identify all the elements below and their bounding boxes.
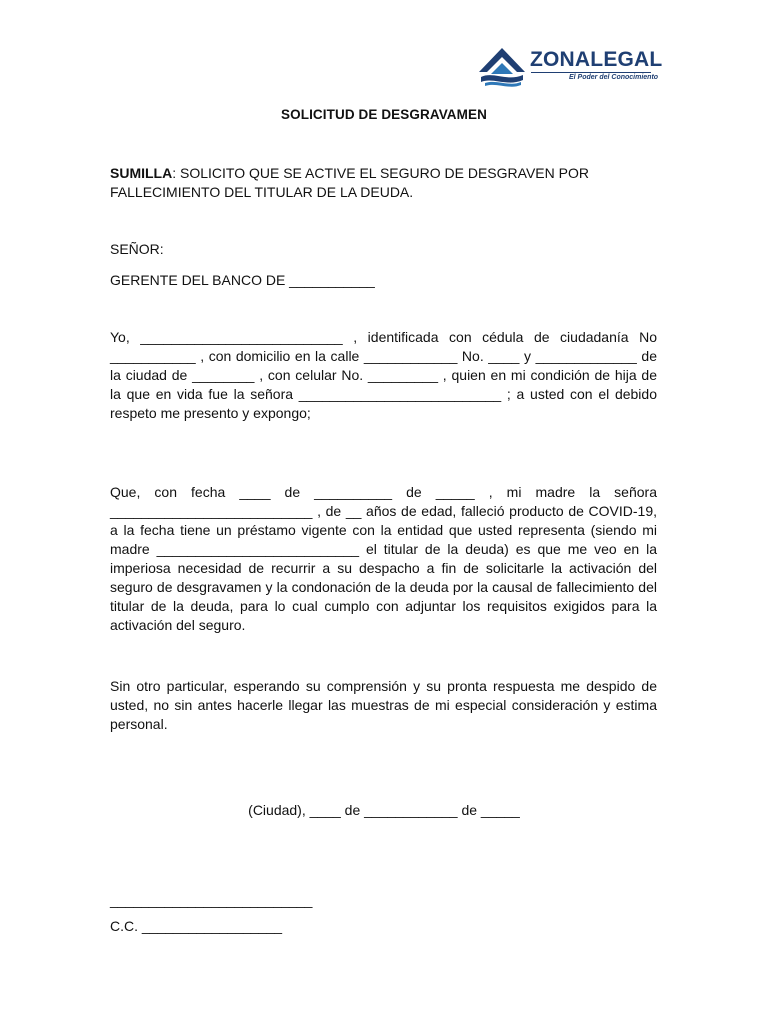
id-number-line: C.C. __________________ [110,918,283,934]
mountain-logo-icon [477,44,527,88]
salutation: SEÑOR: [110,241,164,257]
body-paragraph-1: Yo, __________________________ , identificada con cédula de ciudadanía No ___________ , con domicilio en la calle ____________ No. ____ y _____________ de la ciudad de ________ , con celular No. _________ , quien en mi condición de hija de la que en vida fue la señora __________________________ ; a usted con el debido respeto me presento y expongo; [110,329,657,421]
body-paragraph-2: Que, con fecha ____ de __________ de _____ , mi madre la señora __________________________ , de __ años de edad, falleció producto de COVID-19, a la fecha tiene un préstamo vigente con la entidad que usted representa (siendo mi madre __________________________ el titular de la deuda) es que me veo en la imperiosa necesidad de recurrir a su despacho a fin de solicitarle la activación del seguro de desgravamen y la condonación de la deuda por la causal de fallecimiento del titular de la deuda, para lo cual cumplo con adjuntar los requisitos exigidos para la activación del seguro. [110,484,657,633]
body-paragraph-3: Sin otro particular, esperando su comprensión y su pronta respuesta me despido de usted, no sin antes hacerle llegar las muestras de mi especial consideración y estima personal. [110,678,657,732]
date-line: (Ciudad), ____ de ____________ de _____ [248,802,520,818]
addressee: GERENTE DEL BANCO DE ___________ [110,272,375,288]
sumilla-label: SUMILLA [110,165,173,181]
logo-tagline: El Poder del Conocimiento [569,74,659,81]
logo-divider [531,72,651,73]
zonalegal-logo [477,44,663,88]
logo-wordmark: ZONALEGAL [530,48,663,71]
sumilla-text: : SOLICITO QUE SE ACTIVE EL SEGURO DE DESGRAVEN POR FALLECIMIENTO DEL TITULAR DE LA DEUDA. [110,165,589,200]
document-title: SOLICITUD DE DESGRAVAMEN [281,107,487,122]
sumilla-paragraph [110,164,657,202]
signature-line: __________________________ [110,892,313,908]
